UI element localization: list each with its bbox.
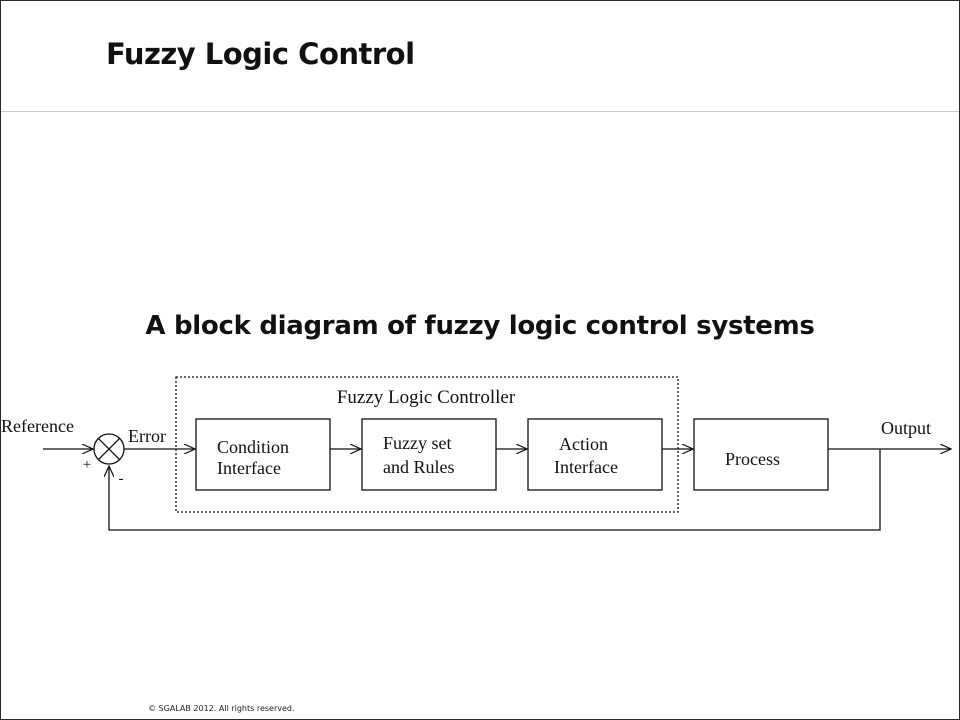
summing-junction bbox=[94, 434, 124, 464]
plus-sign: + bbox=[82, 457, 92, 473]
error-label: Error bbox=[128, 426, 166, 446]
action-interface-line1: Action bbox=[559, 434, 608, 454]
reference-label: Reference bbox=[1, 416, 74, 436]
footer-copyright: © SGALAB 2012. All rights reserved. bbox=[148, 704, 295, 713]
action-interface-block bbox=[528, 419, 662, 490]
condition-interface-block bbox=[196, 419, 330, 490]
process-block bbox=[694, 419, 828, 490]
minus-sign: - bbox=[118, 471, 124, 487]
fuzzy-rules-line2: and Rules bbox=[383, 457, 455, 477]
block-diagram bbox=[1, 1, 959, 719]
process-label: Process bbox=[725, 449, 780, 469]
slide-title: Fuzzy Logic Control bbox=[106, 37, 415, 71]
fuzzy-rules-line1: Fuzzy set bbox=[383, 433, 452, 453]
condition-interface-line1: Condition bbox=[217, 437, 290, 457]
diagram-heading: A block diagram of fuzzy logic control systems bbox=[145, 311, 815, 341]
action-interface-line2: Interface bbox=[554, 457, 618, 477]
output-label: Output bbox=[881, 418, 932, 438]
fuzzy-rules-block bbox=[362, 419, 496, 490]
controller-label: Fuzzy Logic Controller bbox=[336, 387, 516, 408]
condition-interface-line2: Interface bbox=[217, 458, 281, 478]
